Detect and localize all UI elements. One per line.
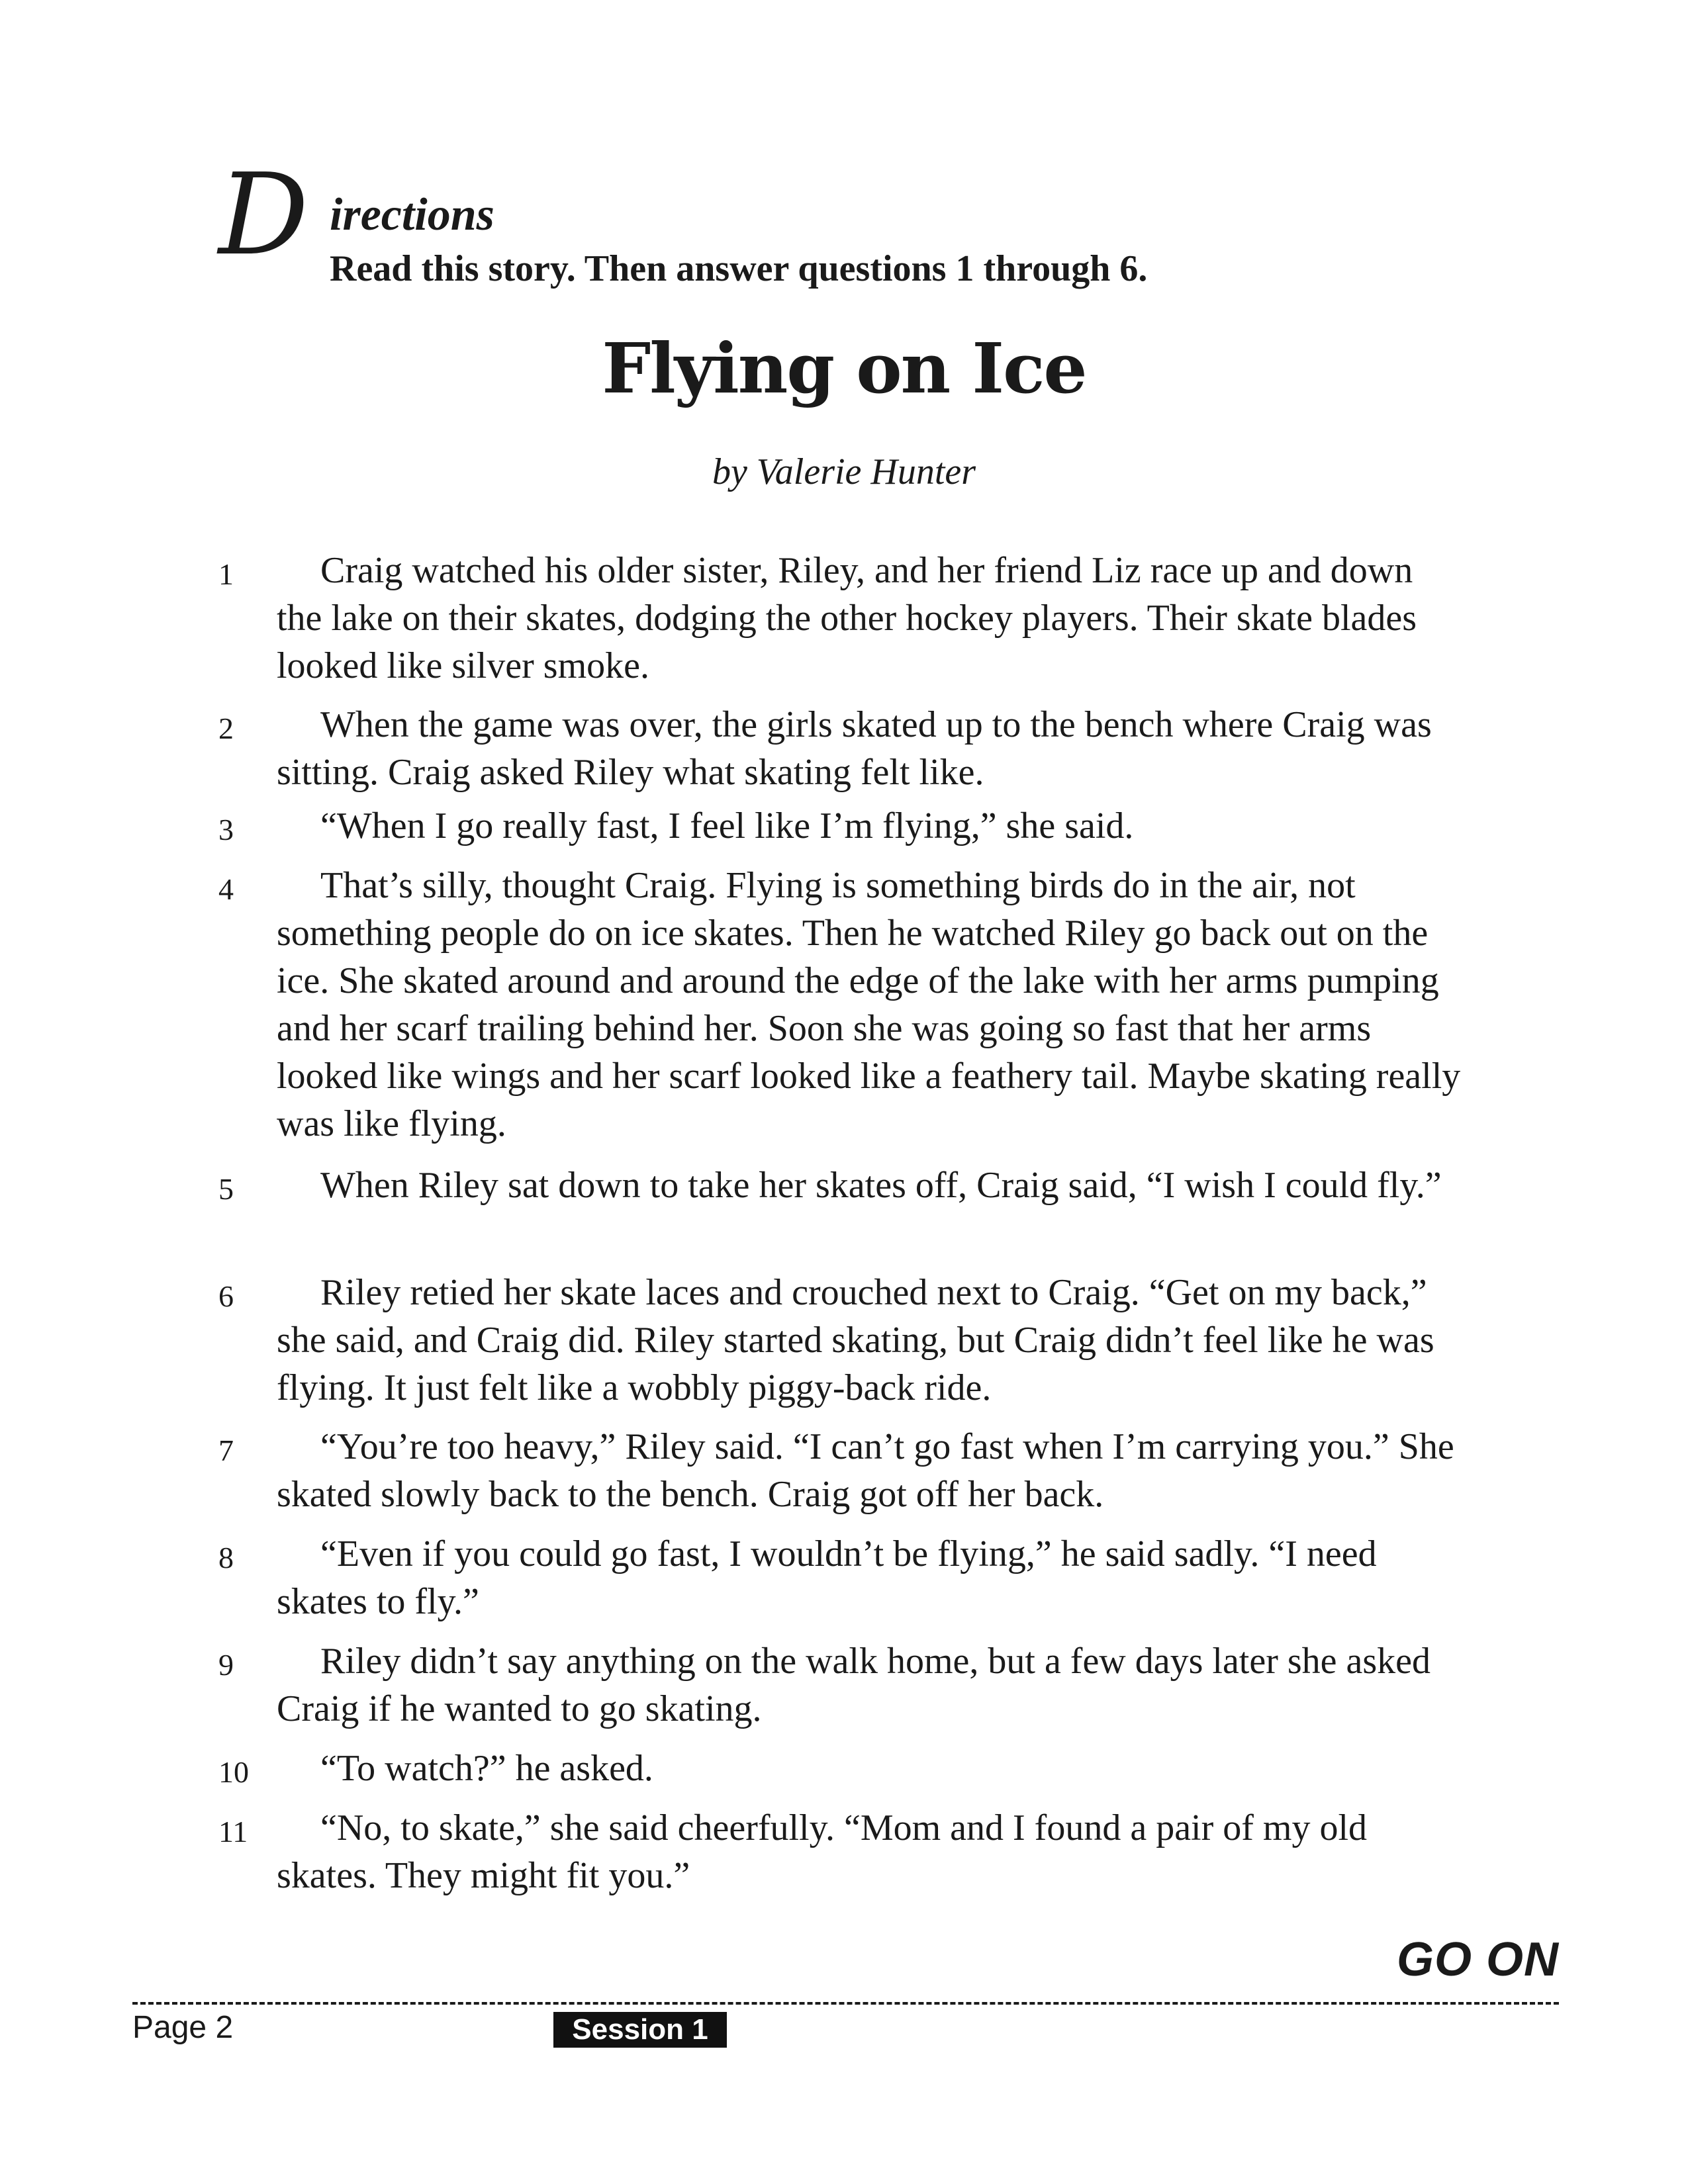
story-title: Flying on Ice — [602, 328, 1086, 409]
paragraph-text: Craig watched his older sister, Riley, and her friend Liz race up and down the lake on their skates, dodging the other hockey players. Their skate blades looked like silver smoke. — [277, 550, 1417, 686]
paragraph-text: “To watch?” he asked. — [320, 1748, 653, 1789]
paragraph-text: Riley didn’t say anything on the walk home, but a few days later she asked Craig if he wanted to go skating. — [277, 1641, 1431, 1729]
paragraph-text: That’s silly, thought Craig. Flying is something birds do in the air, not something people do on ice skates. Then he watched Riley go back out on the ice. She skated around and around the edge of the lake with her arms pumping and her scarf trailing behind her. Soon she was going so fast that her arms looked like wings and her scarf looked like a feathery tail. Maybe skating really was like flying. — [277, 865, 1461, 1144]
directions-heading: irections — [330, 189, 494, 240]
paragraph-number: 5 — [218, 1172, 234, 1206]
directions-block — [218, 150, 1476, 304]
paragraph-number: 3 — [218, 813, 234, 846]
paragraph-number: 9 — [218, 1648, 234, 1682]
paragraph-number: 6 — [218, 1279, 234, 1313]
paragraph-number: 1 — [218, 557, 234, 591]
paragraph-text: “Even if you could go fast, I wouldn’t be flying,” he said sadly. “I need skates to fly.” — [277, 1533, 1377, 1622]
paragraph-number: 11 — [218, 1815, 248, 1848]
paragraph-number: 2 — [218, 711, 234, 745]
paragraph-text: “You’re too heavy,” Riley said. “I can’t go fast when I’m carrying you.” She skated slowly back to the bench. Craig got off her back. — [277, 1426, 1454, 1515]
page-number: Page 2 — [132, 2010, 234, 2045]
directions-drop-cap: D — [218, 150, 309, 281]
paragraph-number: 7 — [218, 1433, 234, 1467]
paragraph-number: 10 — [218, 1755, 249, 1789]
story-byline: by Valerie Hunter — [712, 451, 976, 492]
directions-instruction: Read this story. Then answer questions 1 through 6. — [330, 248, 1148, 289]
paragraph-number: 4 — [218, 872, 234, 906]
paragraph-number: 8 — [218, 1541, 234, 1574]
paragraph-text: When Riley sat down to take her skates off, Craig said, “I wish I could fly.” — [320, 1165, 1442, 1206]
paragraph-text: When the game was over, the girls skated up to the bench where Craig was sitting. Craig asked Riley what skating felt like. — [277, 704, 1432, 793]
paragraph-text: Riley retied her skate laces and crouched next to Craig. “Get on my back,” she said, and Craig did. Riley started skating, but Craig didn’t feel like he was flying. It just felt like a wobbly piggy-back ride. — [277, 1272, 1434, 1408]
session-badge: Session 1 — [553, 2012, 727, 2048]
paragraph-text: “No, to skate,” she said cheerfully. “Mom and I found a pair of my old skates. They might fit you.” — [277, 1807, 1368, 1896]
paragraph-text: “When I go really fast, I feel like I’m flying,” she said. — [320, 805, 1134, 846]
go-on-label: GO ON — [1396, 1933, 1559, 1986]
footer-dashed-rule — [132, 2002, 1559, 2005]
